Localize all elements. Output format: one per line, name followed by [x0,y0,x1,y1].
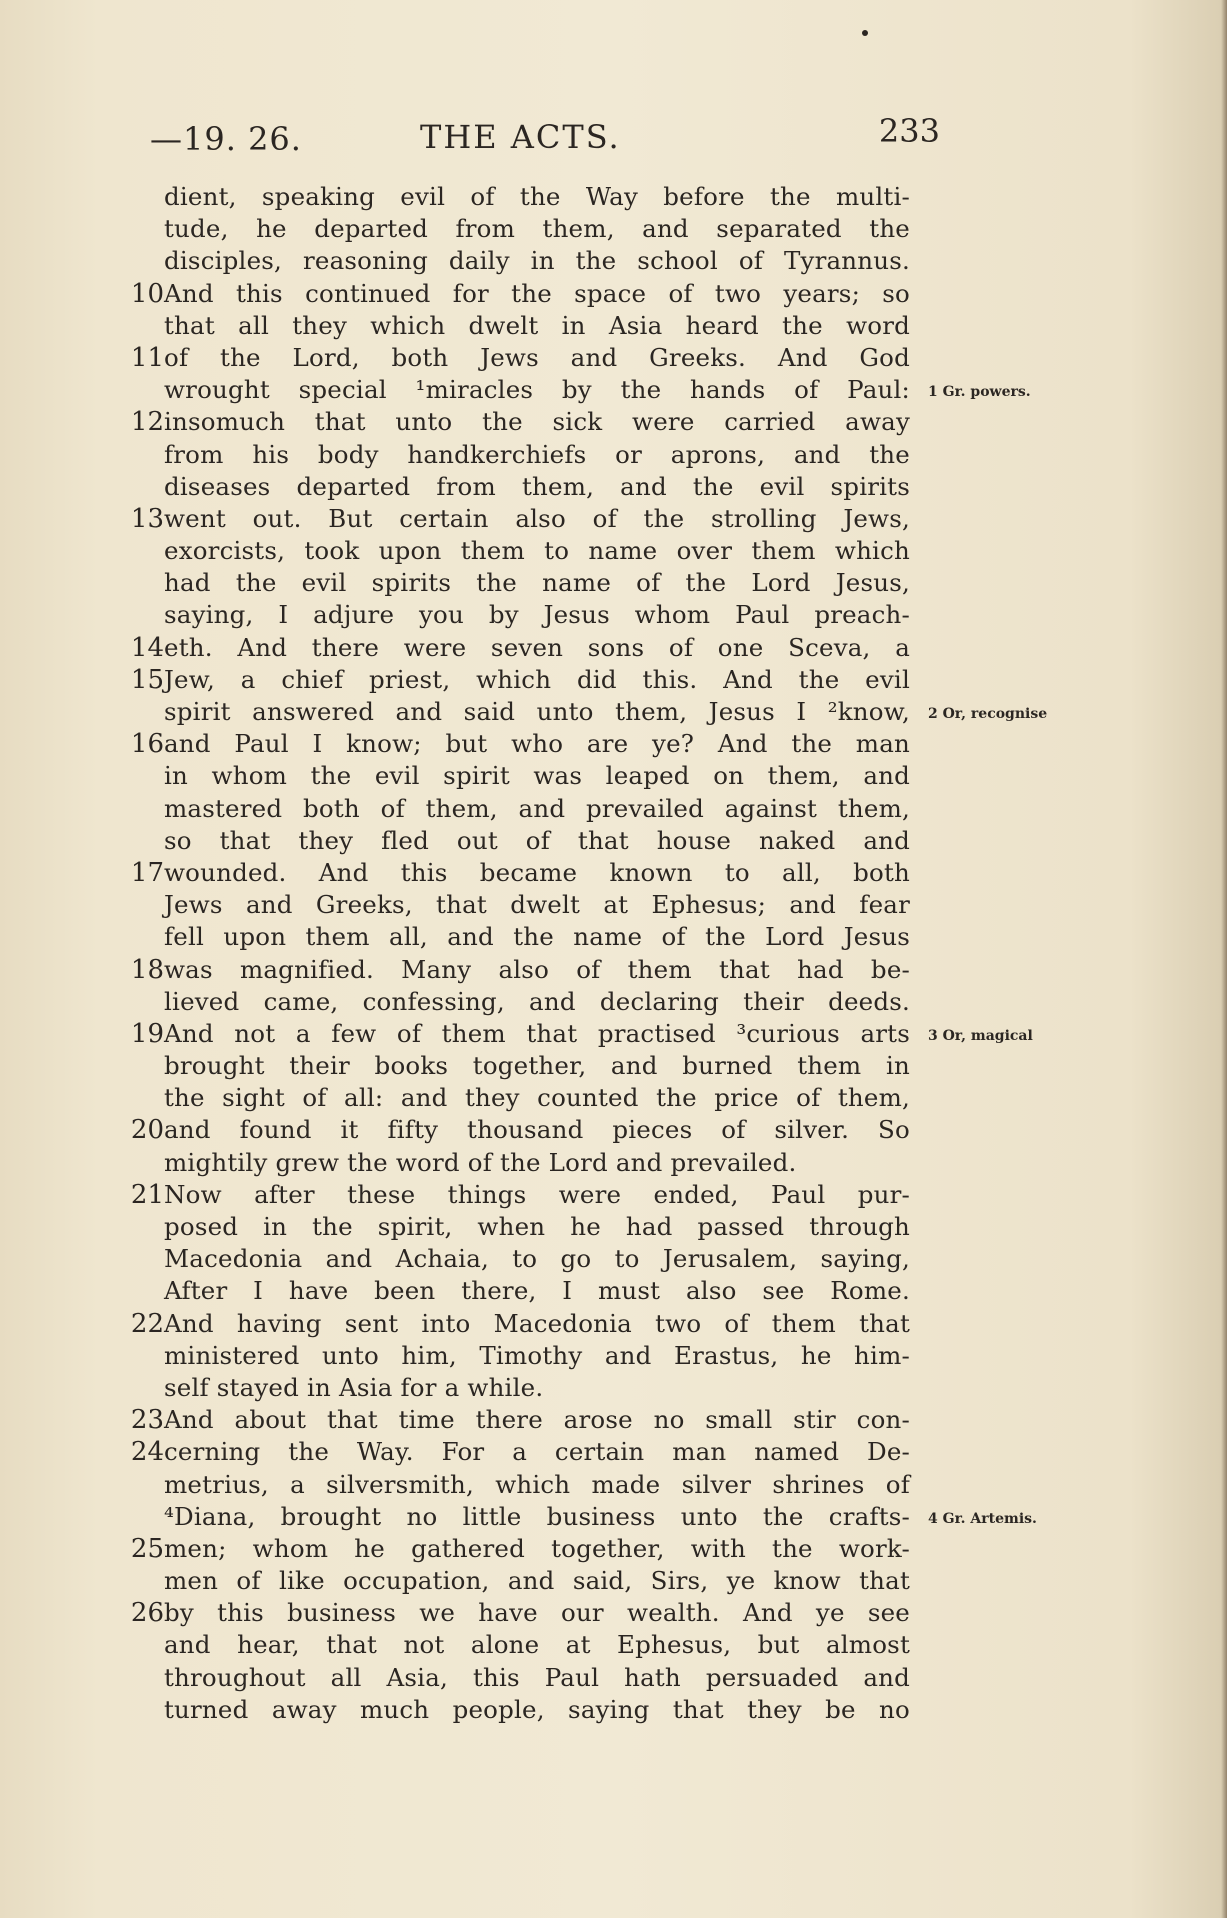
text-line [120,567,950,599]
running-header [150,112,940,164]
text-line [120,1533,950,1565]
line-text: spirit answered and said unto them, Jesus I ²know, [164,697,910,726]
verse-number: 22 [130,1308,164,1339]
text-line [120,599,950,631]
line-text: throughout all Asia, this Paul hath persuaded and [164,1662,910,1692]
verse-number: 19 [130,1018,164,1049]
text-line [120,1018,1033,1050]
line-text: diseases departed from them, and the evil spirits [164,471,910,501]
text-line [120,310,950,342]
verse-number: 16 [130,729,164,760]
scripture-text [120,181,1048,1726]
line-text: was magnified. Many also of them that had be- [164,954,910,984]
header-book-title: THE ACTS. [420,118,621,156]
line-text: of the Lord, both Jews and Greeks. And God [164,342,910,372]
verse-number: 15 [130,664,164,695]
line-text: so that they fled out of that house naked and [164,825,910,855]
verse-number: 17 [130,857,164,888]
text-line [120,1597,950,1629]
line-text: had the evil spirits the name of the Lord Jesus, [164,568,910,598]
text-line [120,954,950,986]
text-line [120,406,950,438]
line-text: from his body handkerchiefs or aprons, and the [164,439,910,469]
line-text: Jew, a chief priest, which did this. And the evil [164,664,910,694]
text-line [120,535,950,567]
verse-number: 25 [130,1533,164,1564]
text-line [120,503,950,535]
text-line [120,793,950,825]
line-text: and Paul I know; but who are ye? And the man [164,729,910,759]
text-line [120,760,950,792]
text-line [120,664,950,696]
text-line [120,632,950,664]
page-number: 233 [878,112,940,150]
text-line [120,439,950,471]
line-text: metrius, a silversmith, which made silver shrines of [164,1469,910,1499]
text-line [120,889,950,921]
line-text: tude, he departed from them, and separated the [164,214,910,244]
line-text: dient, speaking evil of the Way before the multi- [164,182,910,211]
text-line [120,1565,950,1597]
text-line [120,342,950,374]
text-line [120,986,950,1018]
text-line [120,213,950,245]
verse-number: 10 [130,278,164,309]
line-text: And about that time there arose no small stir con- [164,1405,910,1435]
text-line [120,1629,950,1661]
line-text: Jews and Greeks, that dwelt at Ephesus; and fear [164,890,910,920]
text-line [120,1404,950,1436]
text-line [120,1275,950,1307]
verse-number: 13 [130,503,164,534]
line-text: And having sent into Macedonia two of them that [164,1308,910,1338]
line-text: turned away much people, saying that they be no [164,1694,910,1724]
text-line [120,1082,950,1114]
line-text: men; whom he gathered together, with the work- [164,1533,910,1563]
verse-number: 21 [130,1179,164,1210]
marginal-footnote: 4 Gr. Artemis. [928,1510,1037,1527]
line-text: the sight of all: and they counted the price of them, [164,1083,910,1113]
line-text: Now after these things were ended, Paul pur- [164,1179,910,1209]
line-text: and found it fifty thousand pieces of silver. So [164,1115,910,1145]
line-text: wrought special ¹miracles by the hands of Paul: [164,375,910,405]
text-line [120,278,950,310]
line-text: fell upon them all, and the name of the Lord Jesus [164,922,910,952]
verse-number: 12 [130,407,164,438]
page-edge-shadow [1221,0,1227,1918]
text-line [120,1179,950,1211]
text-line [120,921,950,953]
verse-number: 14 [130,632,164,663]
text-line [120,181,950,213]
text-line [120,1340,950,1372]
line-text: disciples, reasoning daily in the school of Tyrannus. [164,246,910,276]
line-text: Macedonia and Achaia, to go to Jerusalem, saying, [164,1244,910,1274]
line-text: And not a few of them that practised ³curious arts [164,1018,910,1048]
marginal-footnote: 3 Or, magical [928,1027,1033,1044]
text-line [120,245,950,277]
line-text: And this continued for the space of two years; so [164,278,910,308]
verse-number: 23 [130,1405,164,1436]
text-line [120,825,950,857]
line-text: by this business we have our wealth. And ye see [164,1598,910,1628]
verse-number: 11 [130,342,164,373]
line-text: mightily grew the word of the Lord and prevailed. [164,1147,797,1177]
line-text: brought their books together, and burned them in [164,1051,910,1081]
text-line [120,1662,950,1694]
verse-number: 20 [130,1115,164,1146]
verse-number: 26 [130,1598,164,1629]
text-line [120,1501,1037,1533]
text-line [120,857,950,889]
line-text: exorcists, took upon them to name over them which [164,536,910,566]
text-line [120,1694,950,1726]
line-text: went out. But certain also of the strolling Jews, [164,503,910,533]
text-line [120,374,1031,406]
text-line [120,1469,950,1501]
text-line [120,1114,950,1146]
text-line [120,1308,950,1340]
header-verse-range: —19. 26. [150,120,302,158]
text-line [120,1147,950,1179]
marginal-footnote: 2 Or, recognise [928,706,1048,722]
text-line [120,1243,950,1275]
text-line [120,1211,950,1243]
line-text: men of like occupation, and said, Sirs, ye know that [164,1566,910,1596]
line-text: that all they which dwelt in Asia heard the word [164,310,910,340]
line-text: self stayed in Asia for a while. [164,1372,544,1402]
verse-number: 18 [130,954,164,985]
text-line [120,1050,950,1082]
line-text: posed in the spirit, when he had passed through [164,1212,910,1241]
line-text: insomuch that unto the sick were carried away [164,407,910,437]
line-text: and hear, that not alone at Ephesus, but almost [164,1630,910,1660]
marginal-footnote: 1 Gr. powers. [928,384,1031,401]
line-text: lieved came, confessing, and declaring their deeds. [164,986,910,1016]
line-text: mastered both of them, and prevailed against them, [164,793,910,823]
text-line [120,1436,950,1468]
line-text: ministered unto him, Timothy and Erastus, he him- [164,1340,910,1370]
line-text: in whom the evil spirit was leaped on them, and [164,761,910,791]
text-line [120,471,950,503]
text-line [120,1372,950,1404]
line-text: cerning the Way. For a certain man named De- [164,1437,910,1467]
line-text: saying, I adjure you by Jesus whom Paul preach- [164,600,910,630]
text-line [120,728,950,760]
verse-number: 24 [130,1437,164,1468]
line-text: After I have been there, I must also see Rome. [164,1276,910,1306]
line-text: eth. And there were seven sons of one Sceva, a [164,632,910,662]
line-text: ⁴Diana, brought no little business unto the crafts- [164,1501,910,1531]
text-line [120,696,1048,728]
line-text: wounded. And this became known to all, both [164,857,910,887]
ink-speck [862,30,868,36]
